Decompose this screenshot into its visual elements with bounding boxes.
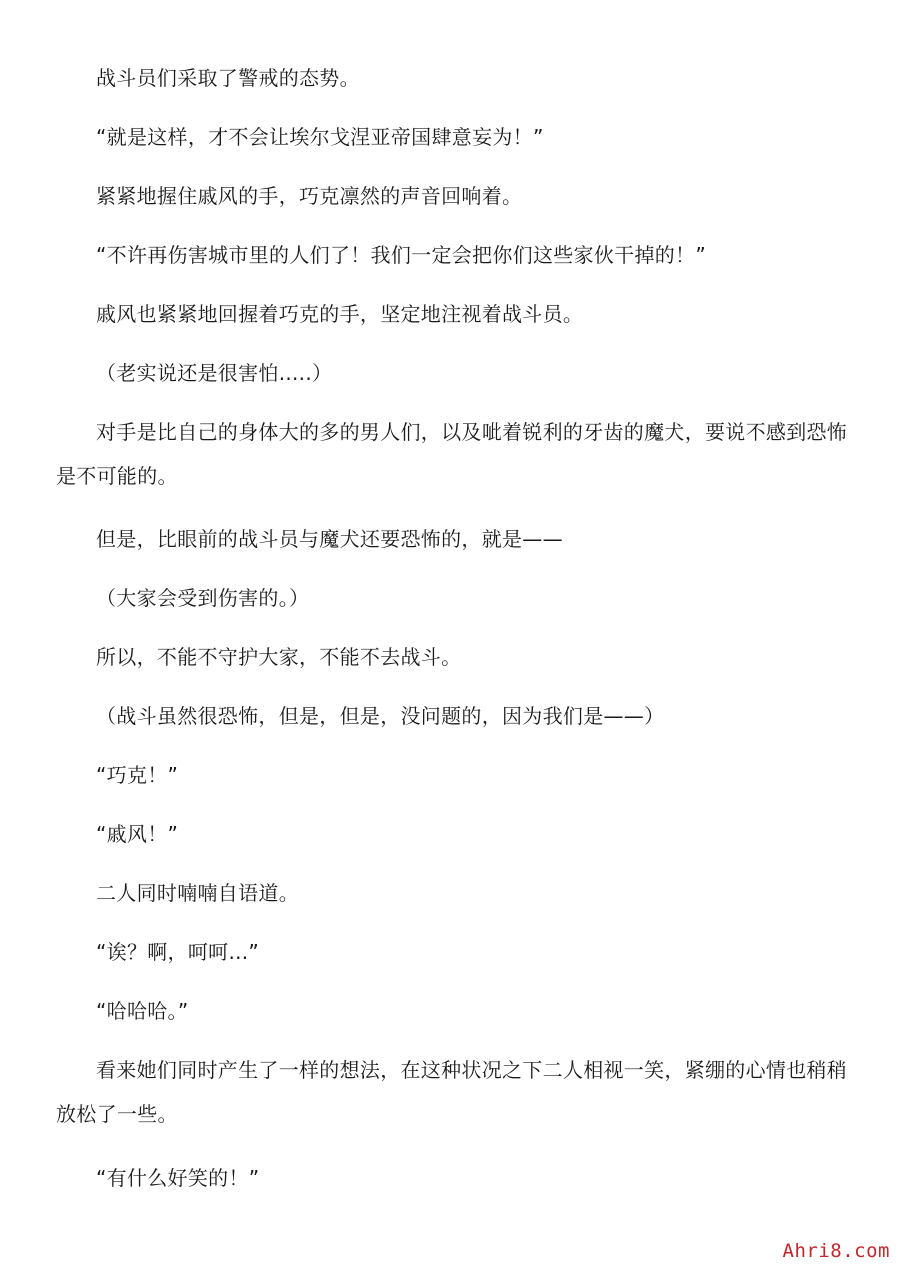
- paragraph-16: “哈哈哈。”: [96, 999, 189, 1023]
- paragraph-13: “戚风！”: [96, 822, 179, 846]
- paragraph-14: 二人同时喃喃自语道。: [96, 881, 299, 905]
- paragraph-4: “不许再伤害城市里的人们了！我们一定会把你们这些家伙干掉的！”: [96, 243, 707, 267]
- paragraph-18: “有什么好笑的！”: [96, 1166, 260, 1190]
- paragraph-1: 战斗员们采取了警戒的态势。: [96, 66, 360, 90]
- paragraph-2: “就是这样，才不会让埃尔戈涅亚帝国肆意妄为！”: [96, 125, 544, 149]
- paragraph-8: 但是，比眼前的战斗员与魔犬还要恐怖的，就是——: [96, 527, 563, 551]
- paragraph-6: （老实说还是很害怕.....）: [96, 361, 333, 385]
- paragraph-17: 看来她们同时产生了一样的想法，在这种状况之下二人相视一笑，紧绷的心情也稍稍放松了一些。: [56, 1058, 848, 1126]
- paragraph-3: 紧紧地握住戚风的手，巧克凛然的声音回响着。: [96, 184, 523, 208]
- paragraph-7: 对手是比自己的身体大的多的男人们，以及呲着锐利的牙齿的魔犬，要说不感到恐怖是不可能的。: [56, 420, 848, 488]
- watermark-text: Ahri8.com: [782, 1240, 890, 1262]
- paragraph-9: （大家会受到伤害的。）: [96, 586, 310, 610]
- paragraph-12: “巧克！”: [96, 763, 179, 787]
- paragraph-10: 所以，不能不守护大家，不能不去战斗。: [96, 645, 462, 669]
- paragraph-5: 戚风也紧紧地回握着巧克的手，坚定地注视着战斗员。: [96, 302, 584, 326]
- paragraph-11: （战斗虽然很恐怖，但是，但是，没问题的，因为我们是——）: [96, 704, 665, 728]
- paragraph-15: “诶？啊，呵呵...”: [96, 940, 260, 964]
